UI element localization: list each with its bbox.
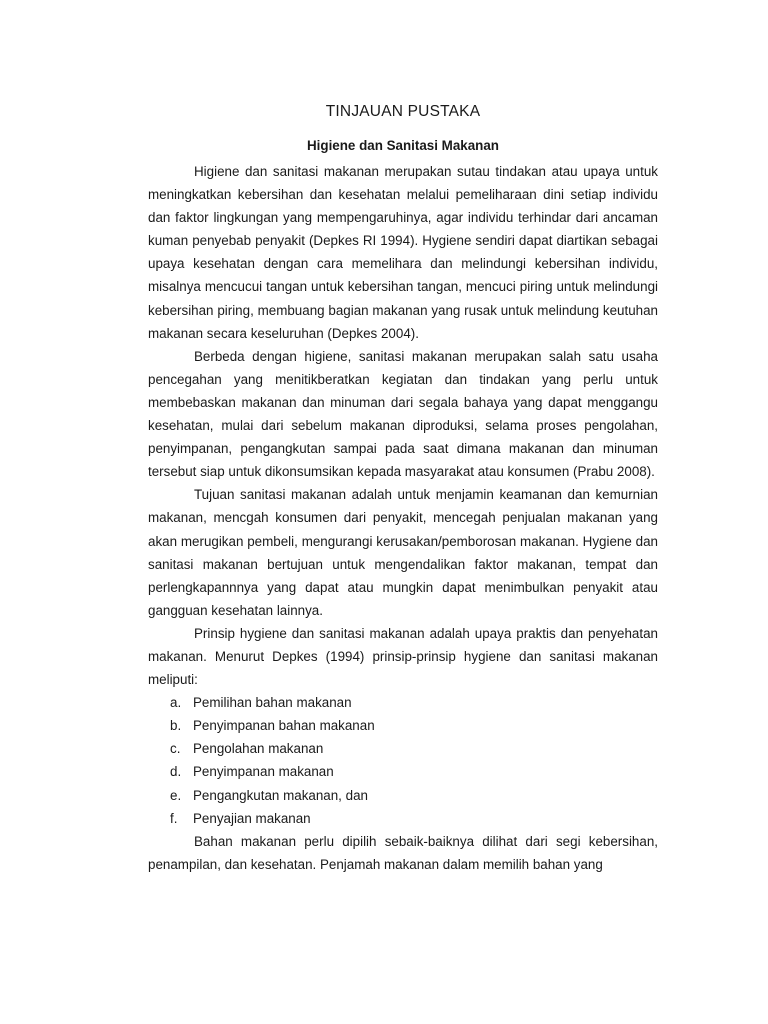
list-item bbox=[148, 714, 658, 737]
principles-list bbox=[148, 691, 658, 830]
document-body bbox=[148, 101, 658, 876]
paragraph: Berbeda dengan higiene, sanitasi makanan merupakan salah satu usaha pencegahan yang menitikberatkan kegiatan dan tindakan yang perlu untuk membebaskan makanan dan minuman dari segala bahaya yang dapat menggangu kesehatan, mulai dari sebelum makanan diproduksi, selama proses pengolahan, penyimpanan, pengangkutan sampai pada saat dimana makanan dan minuman tersebut siap untuk dikonsumsikan kepada masyarakat atau konsumen (Prabu 2008). bbox=[148, 348, 658, 480]
list-item-text: Penyimpanan bahan makanan bbox=[193, 718, 375, 734]
list-marker: d. bbox=[170, 764, 182, 780]
list-marker: e. bbox=[170, 787, 182, 803]
list-item bbox=[148, 737, 658, 760]
list-item bbox=[148, 807, 658, 830]
document-title: TINJAUAN PUSTAKA bbox=[325, 103, 481, 120]
list-item-text: Pemilihan bahan makanan bbox=[193, 695, 352, 711]
paragraph: Tujuan sanitasi makanan adalah untuk menjamin keamanan dan kemurnian makanan, mencgah konsumen dari penyakit, mencegah penjualan makanan yang akan merugikan pembeli, mengurangi kerusakan/pemborosan makanan. Hygiene dan sanitasi makanan bertujuan untuk mengendalikan faktor makanan, tempat dan perlengkapannnya yang dapat atau mungkin dapat menimbulkan penyakit atau gangguan kesehatan lainnya. bbox=[148, 487, 658, 618]
paragraph: Bahan makanan perlu dipilih sebaik-baiknya dilihat dari segi kebersihan, penampilan, dan kesehatan. Penjamah makanan dalam memilih bahan yang bbox=[148, 833, 658, 872]
paragraph: Higiene dan sanitasi makanan merupakan sutau tindakan atau upaya untuk meningkatkan kebersihan dan kesehatan melalui pemeliharaan dini setiap individu dan faktor lingkungan yang mempengaruhinya, agar individu terhindar dari ancaman kuman penyebab penyakit (Depkes RI 1994). Hygiene sendiri dapat diartikan sebagai upaya kesehatan dengan cara memelihara dan melindungi kebersihan individu, misalnya mencucui tangan untuk kebersihan tangan, mencuci piring untuk melindungi kebersihan piring, membuang bagian makanan yang rusak untuk melindung keutuhan makanan secara keseluruhan (Depkes 2004). bbox=[148, 164, 658, 341]
list-item bbox=[148, 691, 658, 714]
list-item-text: Pengangkutan makanan, dan bbox=[193, 787, 368, 803]
list-item bbox=[148, 784, 658, 807]
section-title: Higiene dan Sanitasi Makanan bbox=[307, 138, 499, 153]
list-item-text: Penyimpanan makanan bbox=[193, 764, 334, 780]
list-item-text: Pengolahan makanan bbox=[193, 741, 324, 757]
list-marker: a. bbox=[170, 695, 182, 711]
paragraph: Prinsip hygiene dan sanitasi makanan adalah upaya praktis dan penyehatan makanan. Menurut Depkes (1994) prinsip-prinsip hygiene dan sanitasi makanan meliputi: bbox=[148, 625, 658, 688]
list-marker: c. bbox=[170, 741, 181, 757]
list-marker: f. bbox=[170, 810, 178, 826]
list-item-text: Penyajian makanan bbox=[193, 810, 311, 826]
list-item bbox=[148, 760, 658, 783]
list-marker: b. bbox=[170, 718, 182, 734]
